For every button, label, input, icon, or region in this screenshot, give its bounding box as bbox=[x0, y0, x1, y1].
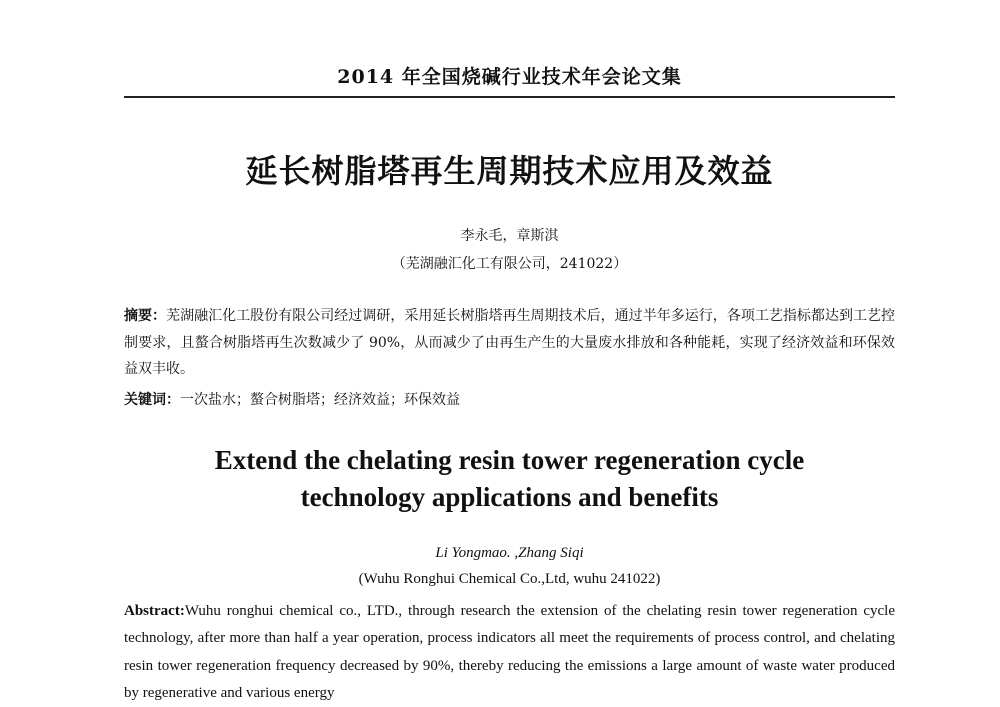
english-abstract-label: Abstract: bbox=[124, 603, 185, 619]
chinese-abstract bbox=[124, 303, 895, 383]
english-title-line1: Extend the chelating resin tower regeneration cycle bbox=[214, 445, 805, 475]
english-affiliation: (Wuhu Ronghui Chemical Co.,Ltd, wuhu 241022) bbox=[358, 571, 661, 587]
chinese-authors: 李永毛，章斯淇 bbox=[460, 228, 559, 244]
english-title bbox=[124, 442, 895, 516]
english-title-line2: technology applications and benefits bbox=[300, 482, 719, 512]
english-abstract bbox=[124, 598, 895, 707]
chinese-abstract-text: 芜湖融汇化工股份有限公司经过调研，采用延长树脂塔再生周期技术后，通过半年多运行，各项工艺指标都达到工艺控制要求，且螯合树脂塔再生次数减少了 90%，从而减少了由再生产生的大量废水排放和各种能耗，实现了经济效益和环保效益双丰收。 bbox=[124, 308, 896, 377]
english-authors: Li Yongmao. ,Zhang Siqi bbox=[435, 545, 584, 561]
chinese-keywords bbox=[124, 387, 895, 413]
chinese-keywords-text: 一次盐水；螯合树脂塔；经济效益；环保效益 bbox=[180, 392, 460, 408]
chinese-keywords-label: 关键词： bbox=[124, 392, 180, 408]
english-abstract-text: Wuhu ronghui chemical co., LTD., through research the extension of the chelating resin tower regeneration cycle technology, after more than half a year operation, process indicators all meet the requirements of process control, and chelating resin tower regeneration frequency decreased by 90%, thereby reducing the emissions a large amount of waste water produced by regenerative and various energy bbox=[124, 603, 895, 701]
chinese-title: 延长树脂塔再生周期技术应用及效益 bbox=[245, 152, 774, 190]
chinese-abstract-label: 摘要： bbox=[124, 308, 167, 324]
chinese-affiliation: （芜湖融汇化工有限公司，241022） bbox=[391, 256, 628, 272]
header-rule bbox=[124, 96, 895, 98]
running-header: 2014 年全国烧碱行业技术年会论文集 bbox=[337, 66, 682, 88]
